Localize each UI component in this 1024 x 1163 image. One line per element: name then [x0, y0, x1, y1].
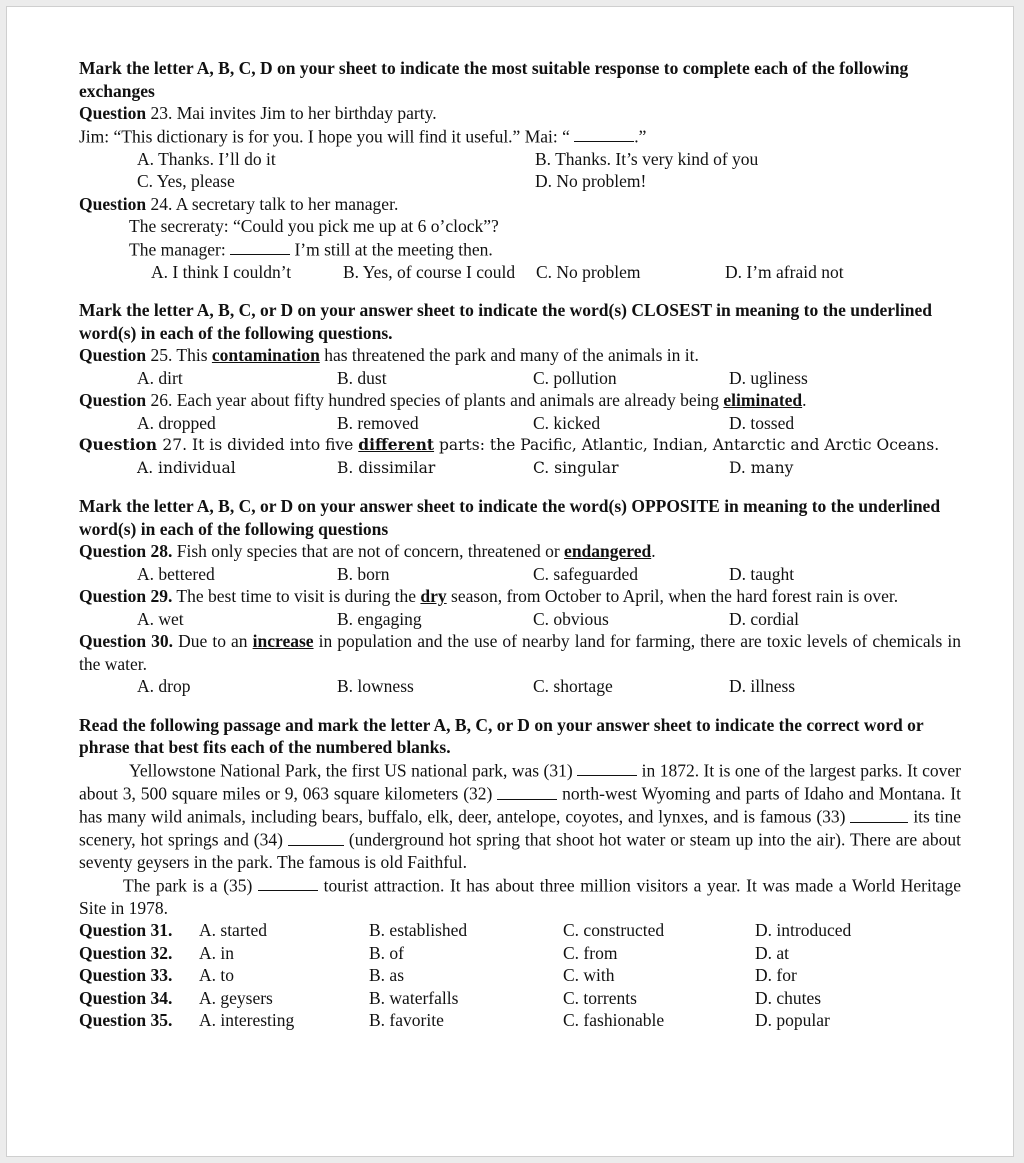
option-c: C. fashionable	[563, 1010, 665, 1031]
option-a: A. in	[199, 942, 234, 963]
option-d: D. No problem!	[535, 171, 647, 192]
option-a: A. wet	[137, 608, 184, 629]
option-b: B. waterfalls	[369, 987, 459, 1008]
blank-31	[577, 759, 637, 777]
option-b: B. of	[369, 942, 404, 963]
option-a: A. I think I couldn’t	[151, 261, 292, 282]
option-d: D. at	[755, 942, 790, 963]
option-b: B. favorite	[369, 1010, 444, 1031]
question-27-options	[79, 457, 961, 480]
question-25-options	[79, 367, 961, 390]
option-b: B. established	[369, 920, 468, 941]
option-a: A. dropped	[137, 412, 216, 433]
option-a: A. started	[199, 920, 268, 941]
option-a: A. interesting	[199, 1010, 295, 1031]
option-d: D. tossed	[729, 412, 795, 433]
question-29: Question 29. The best time to visit is during the dry season, from October to April, when the hard forest rain is over.	[79, 586, 899, 607]
question-24-line-2: The manager: I’m still at the meeting then.	[129, 239, 493, 260]
question-23-options-2	[79, 170, 961, 193]
option-c: C. from	[563, 942, 618, 963]
passage-paragraph-2: The park is a (35) tourist attraction. It has about three million visitors a year. It was made a World Heritage Site in 1978.	[79, 875, 961, 918]
question-label: Question 32.	[79, 942, 173, 963]
question-25: Question 25. This contamination has threatened the park and many of the animals in it.	[79, 345, 699, 366]
question-30-options	[79, 675, 961, 698]
answer-options-grid	[79, 919, 961, 1032]
option-a: A. dirt	[137, 367, 183, 388]
section-heading: Mark the letter A, B, C, or D on your answer sheet to indicate the word(s) OPPOSITE in meaning to the underlined word(s) in each of the following questions	[79, 496, 941, 539]
option-b: B. Thanks. It’s very kind of you	[535, 148, 759, 169]
option-d: D. chutes	[755, 987, 822, 1008]
blank-32	[497, 782, 557, 800]
option-d: D. many	[729, 458, 794, 477]
option-b: B. Yes, of course I could	[343, 261, 516, 282]
question-29-options	[79, 608, 961, 631]
question-23-dialogue: Jim: “This dictionary is for you. I hope you will find it useful.” Mai: “ .”	[79, 126, 647, 147]
option-b: B. as	[369, 965, 404, 986]
section-heading: Mark the letter A, B, C, D on your sheet to indicate the most suitable response to complete each of the following exchanges	[79, 58, 909, 101]
option-d: D. popular	[755, 1010, 830, 1031]
option-d: D. I’m afraid not	[725, 261, 844, 282]
option-d: D. ugliness	[729, 367, 808, 388]
option-b: B. engaging	[337, 608, 422, 629]
answer-blank	[230, 238, 290, 256]
option-c: C. obvious	[533, 608, 609, 629]
blank-33	[850, 805, 908, 823]
option-c: C. shortage	[533, 676, 613, 697]
option-a: A. Thanks. I’ll do it	[137, 148, 276, 169]
question-28-options	[79, 563, 961, 586]
answer-blank	[574, 125, 634, 143]
option-a: A. drop	[137, 676, 191, 697]
worksheet-page	[6, 6, 1014, 1157]
worksheet-content	[79, 57, 961, 1032]
question-24-options	[79, 261, 961, 284]
option-d: D. introduced	[755, 920, 852, 941]
option-d: D. for	[755, 965, 797, 986]
option-d: D. taught	[729, 563, 795, 584]
option-c: C. pollution	[533, 367, 617, 388]
option-c: C. singular	[533, 458, 619, 477]
option-c: C. safeguarded	[533, 563, 638, 584]
section-heading: Read the following passage and mark the letter A, B, C, or D on your answer sheet to indicate the correct word or phrase that best fits each of the numbered blanks.	[79, 714, 924, 758]
option-b: B. born	[337, 563, 390, 584]
option-d: D. cordial	[729, 608, 799, 629]
question-label: Question 35.	[79, 1010, 173, 1031]
question-23-options	[79, 148, 961, 171]
section-heading: Mark the letter A, B, C, or D on your answer sheet to indicate the word(s) CLOSEST in meaning to the underlined word(s) in each of the following questions.	[79, 300, 932, 343]
option-b: B. removed	[337, 412, 419, 433]
question-23: Question 23. Mai invites Jim to her birthday party.	[79, 103, 437, 123]
option-b: B. dissimilar	[337, 458, 436, 477]
question-label: Question 33.	[79, 965, 173, 986]
option-c: C. Yes, please	[137, 171, 235, 192]
option-c: C. No problem	[536, 261, 641, 282]
option-a: A. to	[199, 965, 234, 986]
question-27: Question 27. It is divided into five different parts: the Pacific, Atlantic, Indian, Antarctic and Arctic Oceans.	[79, 435, 940, 455]
question-30: Question 30. Due to an increase in population and the use of nearby land for farming, there are toxic levels of chemicals in the water.	[79, 631, 961, 674]
option-c: C. constructed	[563, 920, 665, 941]
blank-34	[288, 828, 344, 846]
option-a: A. geysers	[199, 987, 273, 1008]
question-label: Question 34.	[79, 987, 173, 1008]
question-28: Question 28. Fish only species that are not of concern, threatened or endangered.	[79, 541, 656, 562]
option-d: D. illness	[729, 676, 796, 697]
question-label: Question 31.	[79, 920, 173, 941]
question-26-options	[79, 412, 961, 435]
blank-35	[258, 874, 318, 892]
option-b: B. dust	[337, 367, 387, 388]
option-c: C. with	[563, 965, 615, 986]
question-26: Question 26. Each year about fifty hundred species of plants and animals are already being eliminated.	[79, 390, 807, 411]
option-c: C. kicked	[533, 412, 601, 433]
question-24: Question 24. A secretary talk to her manager.	[79, 193, 399, 214]
option-a: A. individual	[137, 458, 236, 477]
question-24-line-1: The secreraty: “Could you pick me up at 6 o’clock”?	[129, 216, 499, 237]
option-a: A. bettered	[137, 563, 215, 584]
option-b: B. lowness	[337, 676, 414, 697]
passage-paragraph-1: Yellowstone National Park, the first US national park, was (31) in 1872. It is one of the largest parks. It cover about 3, 500 square miles or 9, 063 square kilometers (32) north-west Wyoming and parts of Idaho and Montana. It has many wild animals, including bears, buffalo, elk, deer, antelope, coyotes, and lynxes, and is famous (33) its tine scenery, hot springs and (34) (underground hot spring that shoot hot water or steam up into the air). There are about seventy geysers in the park. The famous is old Faithful.	[79, 760, 962, 873]
option-c: C. torrents	[563, 987, 637, 1008]
